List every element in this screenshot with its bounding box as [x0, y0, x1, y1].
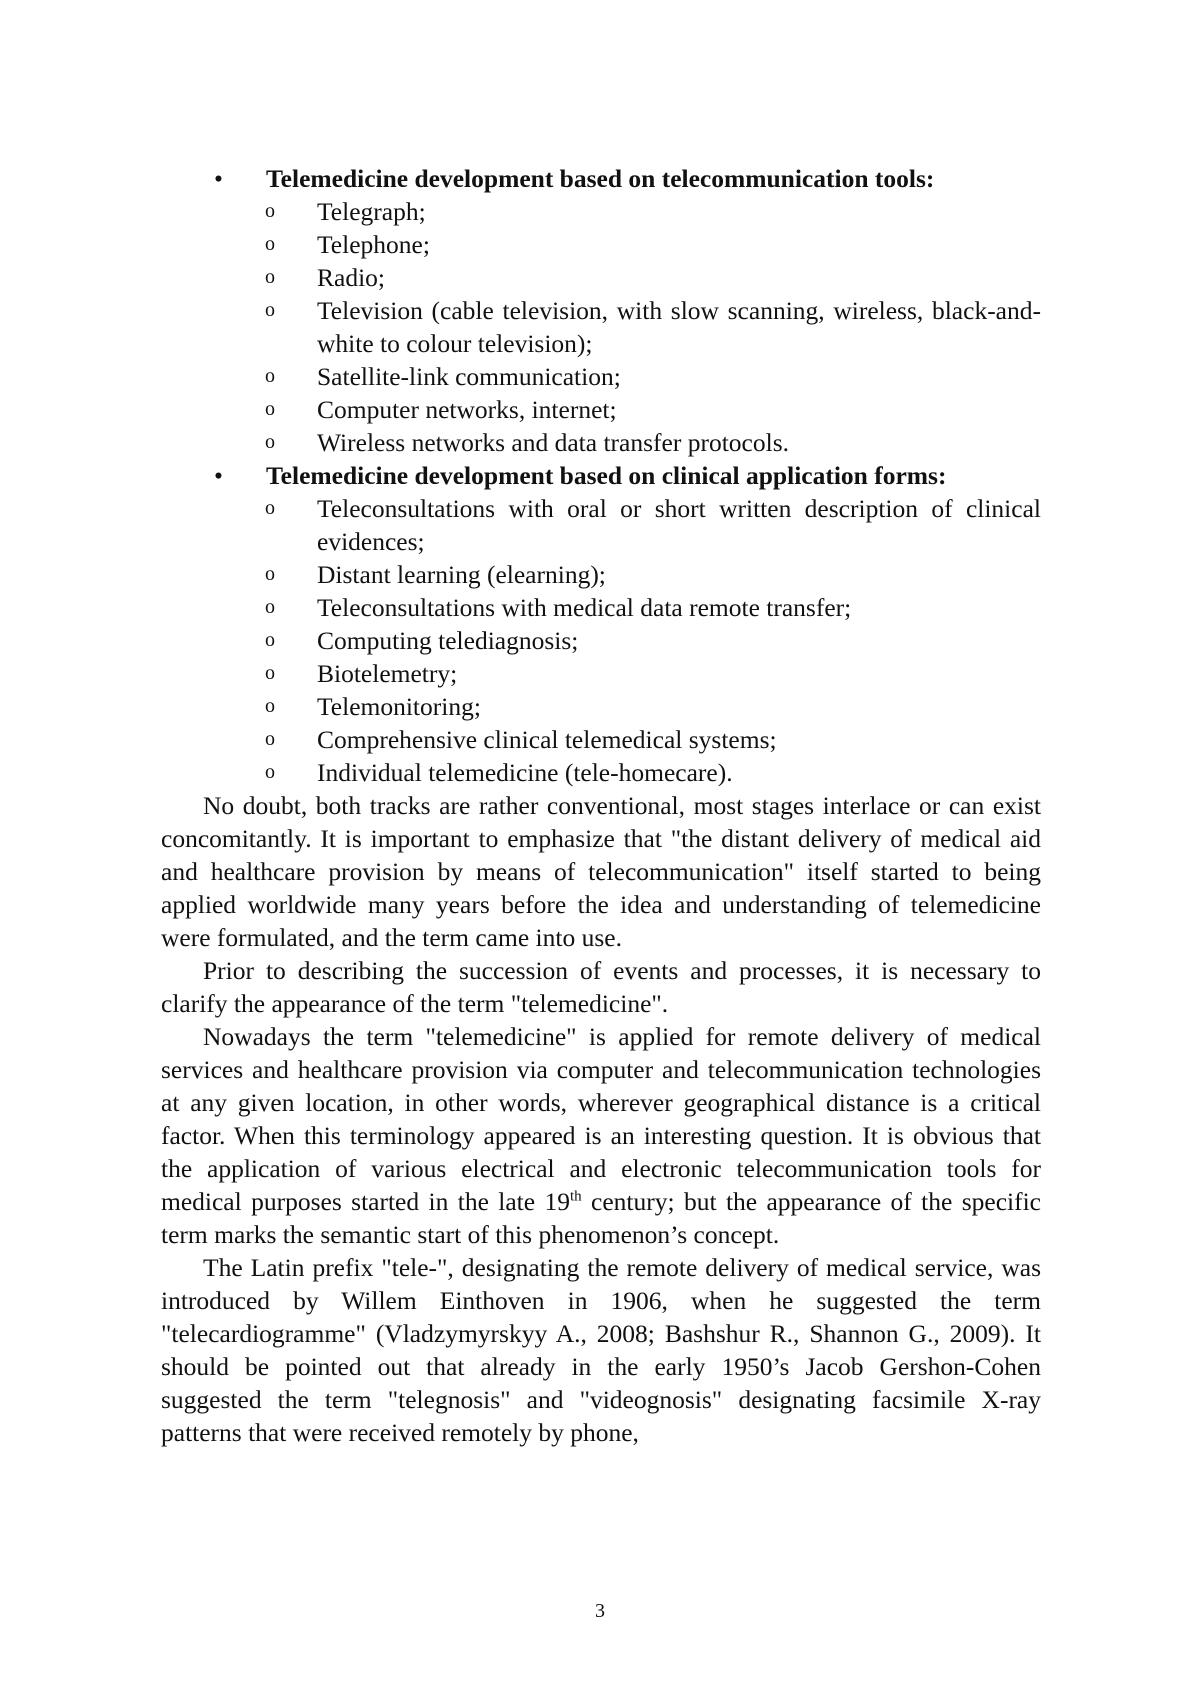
list-item	[161, 591, 1041, 624]
list-item	[161, 195, 1041, 228]
circle-bullet-icon: o	[265, 596, 275, 618]
circle-bullet-icon: o	[265, 728, 275, 750]
circle-bullet-icon: o	[265, 497, 275, 519]
list-item	[161, 723, 1041, 756]
list-item-text: Distant learning (elearning);	[317, 560, 606, 589]
superscript: th	[569, 1188, 582, 1205]
list-item-text: Computer networks, internet;	[317, 395, 617, 424]
heading-text: Telemedicine development based on telecommunication tools:	[266, 164, 935, 193]
list-item-text: Comprehensive clinical telemedical systems;	[317, 725, 777, 754]
list-item-text: Wireless networks and data transfer protocols.	[317, 428, 789, 457]
paragraph-text: century; but the appearance of the specific term marks the semantic start of this phenomenon’s concept.	[161, 1187, 1041, 1249]
circle-bullet-icon: o	[265, 662, 275, 684]
list-item	[161, 261, 1041, 294]
circle-bullet-icon: o	[265, 761, 275, 783]
bullet-icon: •	[214, 461, 223, 490]
list-item	[161, 426, 1041, 459]
list-item-text: Satellite-link communication;	[317, 362, 621, 391]
circle-bullet-icon: o	[265, 233, 275, 255]
list-item	[161, 360, 1041, 393]
circle-bullet-icon: o	[265, 563, 275, 585]
bullet-icon: •	[214, 164, 223, 193]
list-item	[161, 228, 1041, 261]
circle-bullet-icon: o	[265, 200, 275, 222]
page-number: 3	[595, 1600, 605, 1622]
paragraph-nowadays	[161, 1020, 1041, 1251]
list-item-text: Telemonitoring;	[317, 692, 481, 721]
list-item	[161, 756, 1041, 789]
list-item-text: Individual telemedicine (tele-homecare).	[317, 758, 733, 787]
list-item-text: Computing telediagnosis;	[317, 626, 579, 655]
paragraph-text: Nowadays the term "telemedicine" is applied for remote delivery of medical services and healthcare provision via computer and telecommunication technologies at any given location, in other words, wherever geographical distance is a critical factor. When this terminology appeared is an interesting question. It is obvious that the application of various electrical and electronic telecommunication tools for medical purposes started in the late 19	[161, 1022, 1041, 1216]
heading-text: Telemedicine development based on clinical application forms:	[266, 461, 947, 490]
list-item-text: Telegraph;	[317, 197, 426, 226]
circle-bullet-icon: o	[265, 266, 275, 288]
section-telecommunication-tools	[161, 162, 1041, 459]
paragraph-term-appearance: Prior to describing the succession of events and processes, it is necessary to clarify the appearance of the term "telemedicine".	[161, 956, 1041, 1018]
list-item-text: Television (cable television, with slow scanning, wireless, black-and-white to colour television);	[317, 296, 1041, 358]
circle-bullet-icon: o	[265, 299, 275, 321]
list-item-text: Radio;	[317, 263, 385, 292]
list-item	[161, 690, 1041, 723]
list-item-text: Teleconsultations with oral or short written description of clinical evidences;	[317, 494, 1041, 556]
list-item-text: Biotelemetry;	[317, 659, 458, 688]
section-clinical-application-forms	[161, 459, 1041, 789]
list-item	[161, 393, 1041, 426]
paragraph-conventional-tracks: No doubt, both tracks are rather conventional, most stages interlace or can exist concomitantly. It is important to emphasize that "the distant delivery of medical aid and healthcare provision by means of telecommunication" itself started to being applied worldwide many years before the idea and understanding of telemedicine were formulated, and the term came into use.	[161, 791, 1041, 952]
list-item	[161, 492, 1041, 558]
list-item	[161, 558, 1041, 591]
circle-bullet-icon: o	[265, 695, 275, 717]
list-item-text: Telephone;	[317, 230, 430, 259]
list-item-text: Teleconsultations with medical data remote transfer;	[317, 593, 852, 622]
document-page	[161, 162, 1041, 1449]
circle-bullet-icon: o	[265, 398, 275, 420]
circle-bullet-icon: o	[265, 629, 275, 651]
bullet-heading	[161, 162, 1041, 195]
bullet-heading	[161, 459, 1041, 492]
circle-bullet-icon: o	[265, 431, 275, 453]
circle-bullet-icon: o	[265, 365, 275, 387]
list-item	[161, 624, 1041, 657]
list-item	[161, 657, 1041, 690]
list-item	[161, 294, 1041, 360]
paragraph-latin-prefix: The Latin prefix "tele-", designating the remote delivery of medical service, was introduced by Willem Einthoven in 1906, when he suggested the term "telecardiogramme" (Vladzymyrskyy A., 2008; Bashshur R., Shannon G., 2009). It should be pointed out that already in the early 1950’s Jacob Gershon-Cohen suggested the term "telegnosis" and "videognosis" designating facsimile X-ray patterns that were received remotely by phone,	[161, 1253, 1041, 1447]
